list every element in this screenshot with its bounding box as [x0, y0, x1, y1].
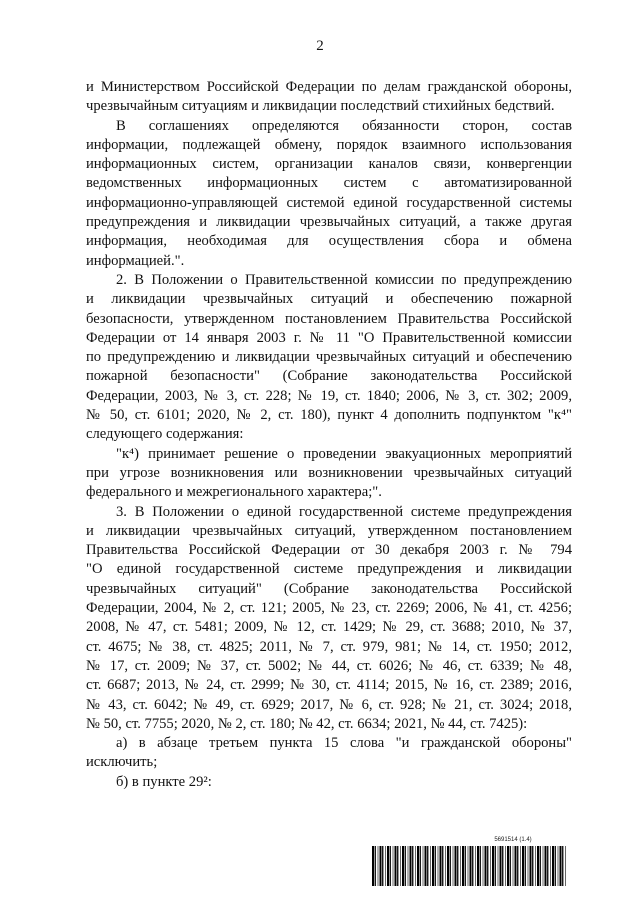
- text-line: а) в абзаце третьем пункта 15 слова "и гражданской обороны": [116, 735, 572, 752]
- text-line: федерального и межрегионального характера;".: [86, 484, 382, 501]
- document-body: [86, 78, 572, 792]
- text-line: информация, необходимая для осуществления сбора и обмена: [86, 233, 572, 250]
- text-line: "О единой государственной системе предупреждения и ликвидации: [86, 561, 572, 578]
- page-number: 2: [316, 38, 324, 54]
- text-line: информационных систем, организации каналов связи, конвергенции: [86, 156, 572, 173]
- text-line: информацией.".: [86, 252, 185, 269]
- text-line: информационно-управляющей системой единой государственной системы: [86, 194, 572, 211]
- text-line: № 43, ст. 6042; № 49, ст. 6929; 2017, № 6, ст. 928; № 21, ст. 3024; 2018,: [86, 696, 572, 713]
- text-line: и ликвидации чрезвычайных ситуаций и обеспечению пожарной: [86, 291, 572, 308]
- text-line: 2008, № 47, ст. 5481; 2009, № 12, ст. 1429; № 29, ст. 3688; 2010, № 37,: [86, 619, 572, 636]
- text-line: исключить;: [86, 754, 158, 771]
- text-line: при угрозе возникновения или возникновении чрезвычайных ситуаций: [86, 464, 572, 481]
- text-line: предупреждения и ликвидации чрезвычайных ситуаций, а также другая: [86, 214, 572, 231]
- text-line: № 50, ст. 7755; 2020, № 2, ст. 180; № 42, ст. 6634; 2021, № 44, ст. 7425):: [86, 715, 528, 732]
- text-line: б) в пункте 29²:: [116, 773, 212, 790]
- text-line: Федерации, 2004, № 2, ст. 121; 2005, № 23, ст. 2269; 2006, № 41, ст. 4256;: [86, 600, 572, 617]
- text-line: безопасности, утвержденном постановлением Правительства Российской: [86, 310, 572, 327]
- text-line: информации, подлежащей обмену, порядок взаимного использования: [86, 136, 572, 153]
- text-line: № 50, ст. 6101; 2020, № 2, ст. 180), пункт 4 дополнить подпунктом "к⁴": [86, 407, 572, 424]
- text-line: 3. В Положении о единой государственной системе предупреждения: [116, 503, 572, 520]
- text-line: Федерации от 14 января 2003 г. № 11 "О Правительственной комиссии: [86, 329, 572, 346]
- text-line: по предупреждению и ликвидации чрезвычайных ситуаций и обеспечению: [86, 349, 572, 366]
- text-line: чрезвычайных ситуаций" (Собрание законодательства Российской: [86, 580, 572, 597]
- text-line: "к⁴) принимает решение о проведении эвакуационных мероприятий: [116, 445, 572, 462]
- text-line: В соглашениях определяются обязанности сторон, состав: [116, 117, 572, 134]
- text-line: ст. 6687; 2013, № 24, ст. 2999; № 30, ст. 4114; 2015, № 16, ст. 2389; 2016,: [86, 677, 572, 694]
- barcode-caption: 5691514 (1.4): [494, 837, 532, 843]
- text-line: № 17, ст. 2009; № 37, ст. 5002; № 44, ст. 6026; № 46, ст. 6339; № 48,: [86, 657, 572, 674]
- text-line: пожарной безопасности" (Собрание законодательства Российской: [86, 368, 572, 385]
- text-line: ведомственных информационных систем с автоматизированной: [86, 175, 572, 192]
- text-line: Правительства Российской Федерации от 30 декабря 2003 г. № 794: [86, 542, 572, 559]
- barcode-image: [372, 846, 568, 886]
- text-line: чрезвычайным ситуациям и ликвидации последствий стихийных бедствий.: [86, 98, 555, 115]
- text-line: 2. В Положении о Правительственной комиссии по предупреждению: [116, 271, 572, 288]
- text-line: Федерации, 2003, № 3, ст. 228; № 19, ст. 1840; 2006, № 3, ст. 302; 2009,: [86, 387, 572, 404]
- text-line: ст. 4675; № 38, ст. 4825; 2011, № 7, ст. 979, 981; № 14, ст. 1950; 2012,: [86, 638, 572, 655]
- text-line: и Министерством Российской Федерации по делам гражданской обороны,: [86, 79, 572, 95]
- text-line: и ликвидации чрезвычайных ситуаций, утвержденном постановлением: [86, 522, 572, 539]
- text-line: следующего содержания:: [86, 426, 244, 443]
